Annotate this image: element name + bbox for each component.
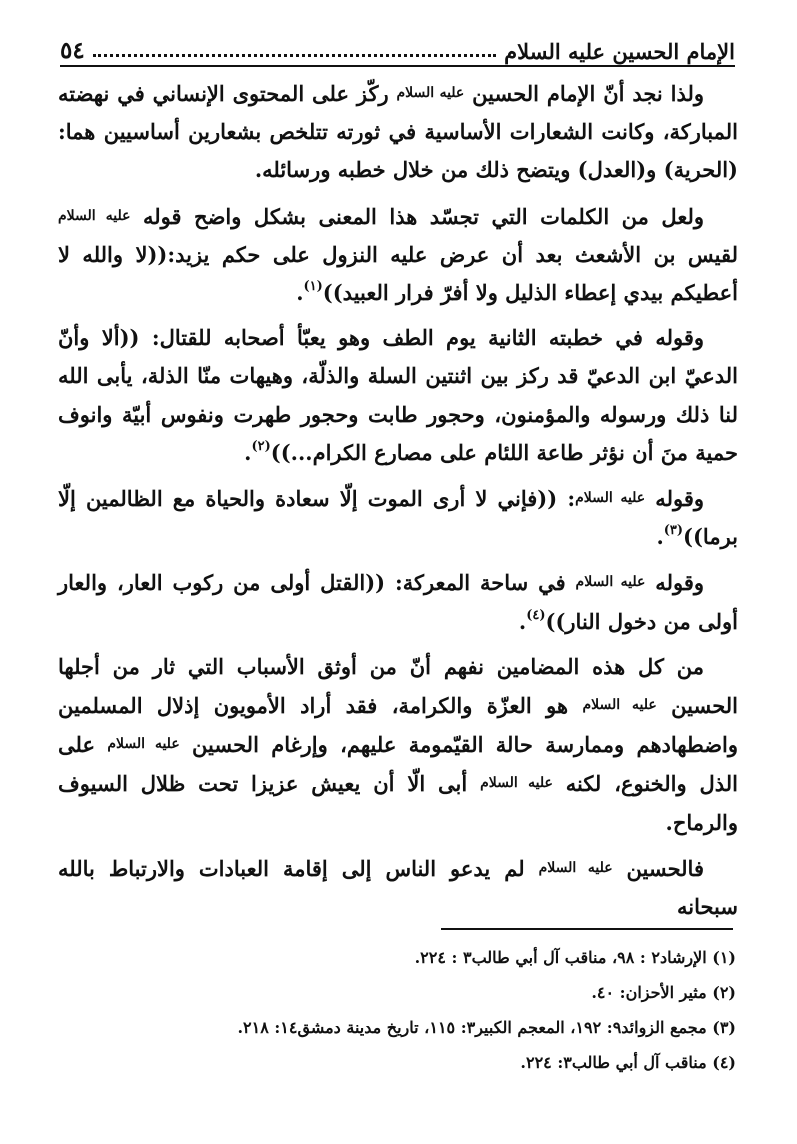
text-run: هو العزّة والكرامة، فقد أراد الأمويون إذلال المسلمين واضطهادهم وممارسة حالة القيّمومة عليهم، وإرغام الحسين [58,693,739,758]
text-run: وقوله في خطبته الثانية يوم الطف وهو يعبّأ أصحابه للقتال: ((ألا وأنّ الدعيّ ابن الدعيّ قد ركز بين اثنتين السلة والذلّة، وهيهات منّا الذلة، يأبى الله لنا ذلك ورسوله والمؤمنون، وحجور طابت وحجور طهرت ونفوس أبيّة وانوف حمية منَ أن نؤثر طاعة اللئام على مصارع الكرام...)) [58,325,738,465]
text-run: . [656,524,664,550]
salutation-mark: عليه السلام [575,574,646,591]
salutation-mark: عليه السلام [575,490,646,507]
paragraph [58,197,738,313]
footnote-reference[interactable]: (٤) [526,607,546,623]
paragraph [58,479,738,556]
text-run: وقوله [645,570,704,596]
salutation-mark: عليه السلام [480,775,553,792]
text-run: ولعل من الكلمات التي تجسّد هذا المعنى بشكل واضح قوله [130,203,704,229]
salutation-mark: عليه السلام [538,859,613,876]
page-number: ٥٤ [60,37,85,64]
footnote-reference[interactable]: (٢) [251,438,271,454]
salutation-mark: عليه السلام [396,85,465,101]
footnote-separator [441,928,733,930]
running-header [60,30,735,62]
footnote: (١) الإرشاد٢ : ٩٨، مناقب آل أبي طالب٣ : ٢٢٤. [414,948,736,967]
text-run: . [244,439,252,465]
text-run: . [518,608,527,634]
text-run: في ساحة المعركة: ((القتل أولى من ركوب العار، والعار أولى من دخول النار)) [58,570,738,634]
text-run: فالحسين [612,855,704,881]
text-run: ولذا نجد أنّ الإمام الحسين [464,81,705,106]
header-title: الإمام الحسين عليه السلام [504,39,735,64]
footnote: (٢) مثير الأحزان: ٤٠. [591,983,736,1002]
salutation-mark: عليه السلام [107,736,180,753]
footnote-reference[interactable]: (١) [303,279,323,295]
paragraph [58,648,738,842]
text-run: لقيس بن الأشعث بعد أن عرض عليه النزول على حكم يزيد:((لا والله لا أعطيكم بيدي إعطاء الذليل ولا أفرّ فرار العبيد)) [58,241,738,306]
header-rule [60,65,735,67]
footnote: (٤) مناقب آل أبي طالب٣: ٢٢٤. [520,1053,736,1072]
text-run: من كل هذه المضامين نفهم أنّ من أوثق الأسباب التي ثار من أجلها الحسين [58,653,739,719]
paragraph [58,319,738,472]
header-dot-leader [93,54,496,57]
paragraph [58,563,738,640]
salutation-mark: عليه السلام [58,207,131,224]
paragraph [58,74,738,190]
text-run: أبى الّا أن يعيش عزيزا تحت ظلال السيوف والرماح. [58,771,738,835]
paragraph [58,849,738,926]
text-run: : ((فإني لا أرى الموت إلّا سعادة والحياة مع الظالمين إلّا برما)) [58,486,738,550]
footnotes [120,948,736,1088]
footnote: (٣) مجمع الزوائد٩: ١٩٢، المعجم الكبير٣: ١١٥، تاريخ مدينة دمشق١٤: ٢١٨. [237,1018,736,1037]
text-run: على الذل والخنوع، لكنه [58,732,738,797]
text-run: ركّز على المحتوى الإنساني في نهضته المباركة، وكانت الشعارات الأساسية في ثورته تتلخص بشعارين أساسيين هما: (الحرية) و(العدل) ويتضح ذلك من خلال خطبه ورسائله. [58,81,738,183]
salutation-mark: عليه السلام [582,697,657,714]
body-text [58,74,738,933]
footnote-reference[interactable]: (٣) [663,523,684,539]
text-run: لم يدعو الناس إلى إقامة العبادات والارتباط بالله سبحانه [58,855,738,920]
text-run: وقوله [645,486,704,512]
text-run: . [296,280,304,306]
